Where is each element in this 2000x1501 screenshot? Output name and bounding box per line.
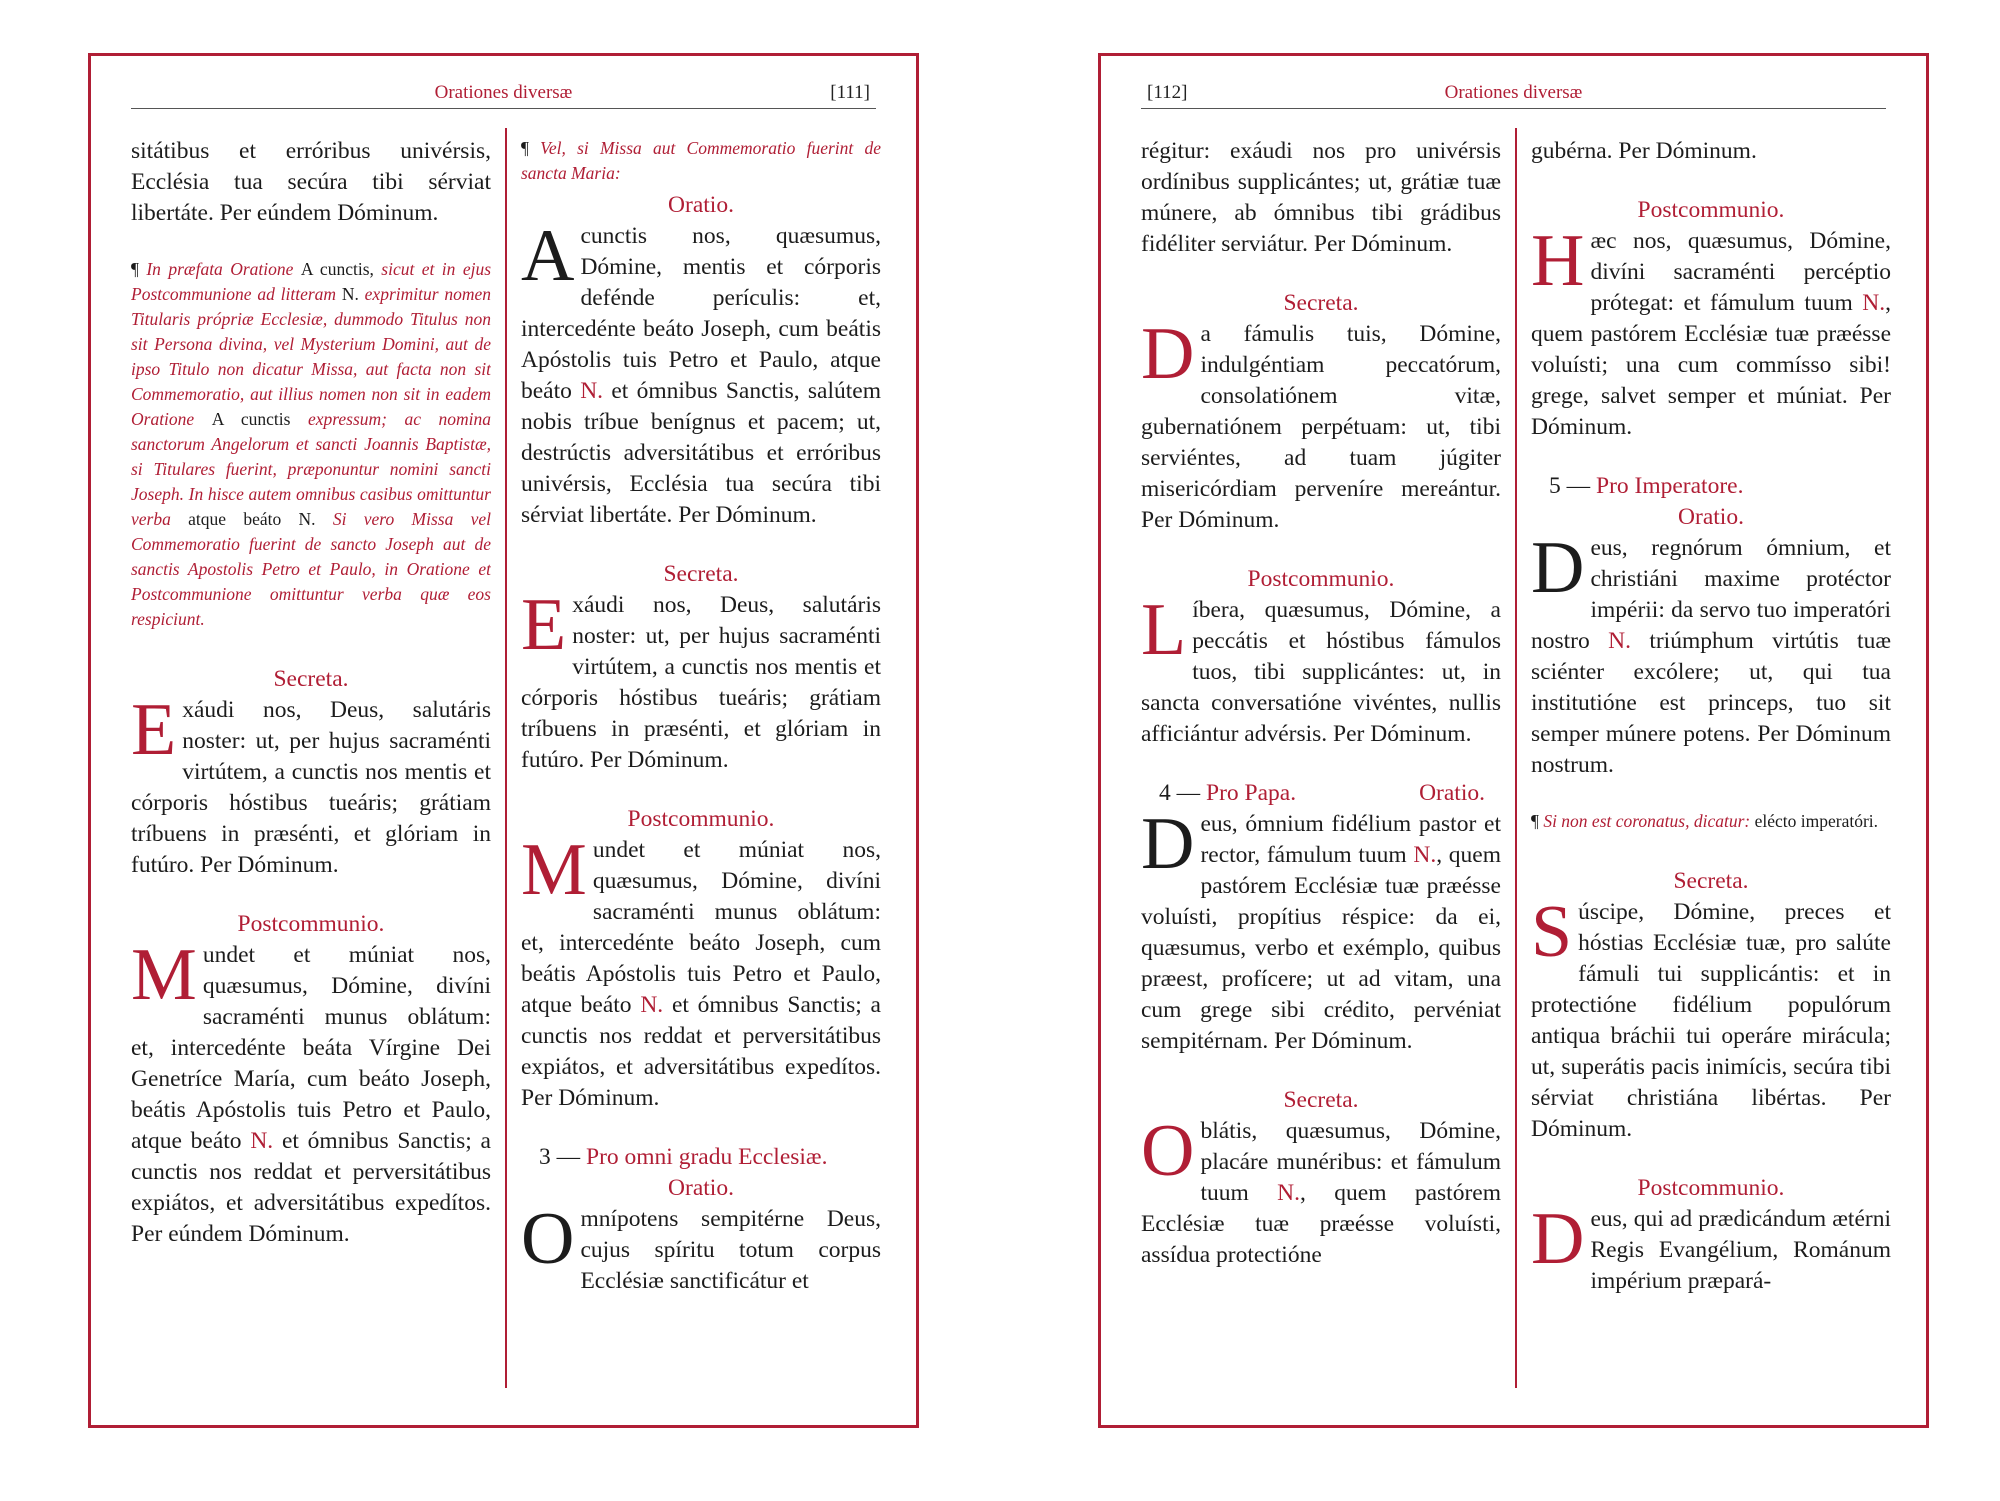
drop-cap: A — [521, 215, 575, 297]
page-number: [112] — [1147, 82, 1188, 103]
column-left — [1141, 136, 1501, 1406]
prayer-secreta: Súscipe, Dómine, preces et hóstias Ecclésiæ tuæ, pro salúte fámuli tui supplicántis: et in protectióne fidélium populórum antiqua bráchii tui operáre mirácula; ut, superátis pacis inimícis, secúra tibi sérviat christiána libértas. Per Dóminum. — [1531, 891, 1891, 1142]
page-112 — [1098, 53, 1929, 1428]
heading-postcommunio: Postcommunio. — [1637, 197, 1785, 223]
column-left — [131, 136, 491, 1406]
heading-postcommunio: Postcommunio. — [1247, 566, 1395, 592]
running-header — [131, 70, 876, 109]
heading-secreta: Secreta. — [1673, 868, 1749, 894]
prayer-secreta: Exáudi nos, Deus, salutáris noster: ut, per hujus sacraménti virtútem, a cunctis nos mentis et córporis hóstibus tueáris; grátiam tríbuens in præsénti, et glóriam in futúro. Per Dóminum. — [521, 584, 881, 773]
drop-cap: M — [521, 829, 587, 911]
column-right — [1531, 136, 1891, 1406]
drop-cap: M — [131, 934, 197, 1016]
heading-secreta: Secreta. — [1283, 1087, 1359, 1113]
header-title: Orationes diversæ — [434, 82, 573, 103]
column-right — [521, 136, 881, 1406]
prayer-oratio: Deus, ómnium fidélium pastor et rector, fámulum tuum N., quem pastórem Ecclésiæ tuæ præésse voluísti, propítius réspice: da ei, quæsumus, verbo et exémplo, quibus præest, profícere; ut ad vitam, una cum grege sibi crédito, pervéniat sempitérnam. Per Dóminum. — [1141, 803, 1501, 1054]
heading-oratio: Oratio. — [1678, 504, 1744, 530]
drop-cap: O — [521, 1198, 575, 1280]
header-title: Orationes diversæ — [1444, 82, 1583, 103]
rubric-note: ¶ Vel, si Missa aut Commemoratio fuerint de sancta Maria: — [521, 138, 881, 183]
prayer-secreta: Oblátis, quæsumus, Dómine, placáre munéribus: et fámulum tuum N., quem pastórem Ecclésiæ tuæ præésse voluísti, assídua protectióne — [1141, 1110, 1501, 1268]
prayer-postcommunio: Hæc nos, quæsumus, Dómine, divíni sacraménti percéptio prótegat: et fámulum tuum N., quem pastórem Ecclésiæ tuæ præésse voluísti; una cum commísso sibi! grege, salvet semper et múniat. Per Dóminum. — [1531, 220, 1891, 440]
drop-cap: H — [1531, 220, 1585, 302]
prayer-oratio: Omnípotens sempitérne Deus, cujus spíritu totum corpus Ecclésiæ sanctificátur et — [521, 1198, 881, 1294]
page-number: [111] — [830, 82, 870, 103]
rubric-note: ¶ Si non est coronatus, dicatur: elécto imperatóri. — [1531, 811, 1879, 831]
prayer-postcommunio: Líbera, quæsumus, Dómine, a peccátis et hóstibus fámulos tuos, tibi supplicántes: ut, in sancta conversatióne vivéntes, nullis afficiántur advérsis. Per Dóminum. — [1141, 589, 1501, 747]
prayer-postcommunio: Mundet et múniat nos, quæsumus, Dómine, divíni sacraménti munus oblátum: et, intercedénte beáto Joseph, cum beátis Apóstolis tuis Petro et Paulo, atque beáto N. et ómnibus Sanctis; a cunctis nos reddat et perversitátibus expiátos, et adversitátibus expedítos. Per Dóminum. — [521, 829, 881, 1111]
drop-cap: D — [1141, 803, 1195, 885]
section-heading: 4 — Pro Papa. Oratio. — [1159, 780, 1485, 806]
heading-postcommunio: Postcommunio. — [627, 806, 775, 832]
section-heading: 3 — Pro omni gradu Ecclesiæ. — [539, 1144, 828, 1170]
heading-secreta: Secreta. — [1283, 290, 1359, 316]
running-header — [1141, 70, 1886, 109]
section-heading: 5 — Pro Imperatore. — [1549, 473, 1744, 499]
prayer-oratio: Deus, regnórum ómnium, et christiáni maxime protéctor impérii: da servo tuo imperatóri nostro N. triúmphum virtútis tuæ sciénter excólere; ut, qui tua institutióne est princeps, tuo sit semper múnere potens. Per Dóminum nostrum. — [1531, 527, 1891, 778]
column-divider — [505, 128, 507, 1388]
prayer-secreta: Da fámulis tuis, Dómine, indulgéntiam peccatórum, consolatiónem vitæ, gubernatiónem perpétuam: ut, tibi serviéntes, ad tuam júgiter misericórdiam perveníre mereántur. Per Dóminum. — [1141, 313, 1501, 533]
page-111 — [88, 53, 919, 1428]
rubric-note: ¶ In præfata Oratione A cunctis, sicut et in ejus Postcommunione ad litteram N. exprimitur nomen Titularis própriæ Ecclesiæ, dummodo Titulus non sit Persona divina, vel Mysterium Domini, aut de ipso Titulo non dicatur Missa, aut facta non sit Commemoratio, aut illius nomen non sit in eadem Oratione A cunctis expressum; ac nomina sanctorum Angelorum et sancti Joannis Baptistæ, si Titulares fuerint, præponuntur nomini sancti Joseph. In hisce autem omnibus casibus omittuntur verba atque beáto N. Si vero Missa vel Commemoratio fuerint de sancto Joseph aut de sanctis Apostolis Petro et Paulo, in Oratione et Postcommunione omittuntur verba quæ eos respiciunt. — [131, 259, 491, 629]
drop-cap: E — [521, 584, 567, 666]
paragraph: régitur: exáudi nos pro univérsis ordínibus supplicántes; ut, grátiæ tuæ múnere, ab ómnibus tibi grádibus fidéliter serviátur. Per Dóminum. — [1141, 138, 1501, 257]
heading-oratio: Oratio. — [668, 192, 734, 218]
paragraph: gubérna. Per Dóminum. — [1531, 138, 1757, 164]
drop-cap: S — [1531, 891, 1573, 973]
drop-cap: O — [1141, 1110, 1195, 1192]
heading-postcommunio: Postcommunio. — [1637, 1175, 1785, 1201]
drop-cap: D — [1531, 527, 1585, 609]
drop-cap: L — [1141, 589, 1187, 671]
pilcrow: ¶ — [131, 259, 139, 279]
heading-secreta: Secreta. — [273, 666, 349, 692]
prayer-oratio: Acunctis nos, quæsumus, Dómine, mentis et córporis defénde perículis: et, intercedénte beáto Joseph, cum beátis Apóstolis tuis Petro et Paulo, atque beáto N. et ómnibus Sanctis, salútem nobis tríbue benígnus et pacem; ut, destrúctis adversitátibus et erróribus univérsis, Ecclésia tua secúra tibi sérviat libertáte. Per Dóminum. — [521, 215, 881, 528]
drop-cap: D — [1531, 1198, 1585, 1280]
paragraph: sitátibus et erróribus univérsis, Ecclésia tua secúra tibi sérviat libertáte. Per eúndem Dóminum. — [131, 138, 491, 226]
prayer-secreta: Exáudi nos, Deus, salutáris noster: ut, per hujus sacraménti virtútem, a cunctis nos mentis et córporis hóstibus tueáris; grátiam tríbuens in præsénti, et glóriam in futúro. Per Dóminum. — [131, 689, 491, 878]
drop-cap: E — [131, 689, 177, 771]
heading-oratio: Oratio. — [668, 1175, 734, 1201]
column-divider — [1515, 128, 1517, 1388]
heading-postcommunio: Postcommunio. — [237, 911, 385, 937]
prayer-postcommunio: Mundet et múniat nos, quæsumus, Dómine, divíni sacraménti munus oblátum: et, intercedénte beáta Vírgine Dei Genetríce María, cum beáto Joseph, beátis Apóstolis tuis Petro et Paulo, atque beáto N. et ómnibus Sanctis; a cunctis nos reddat et perversitátibus expiátos, et adversitátibus expedítos. Per eúndem Dóminum. — [131, 934, 491, 1247]
prayer-postcommunio: Deus, qui ad prædicándum ætérni Regis Evangélium, Románum impérium præpará- — [1531, 1198, 1891, 1294]
heading-secreta: Secreta. — [663, 561, 739, 587]
drop-cap: D — [1141, 313, 1195, 395]
